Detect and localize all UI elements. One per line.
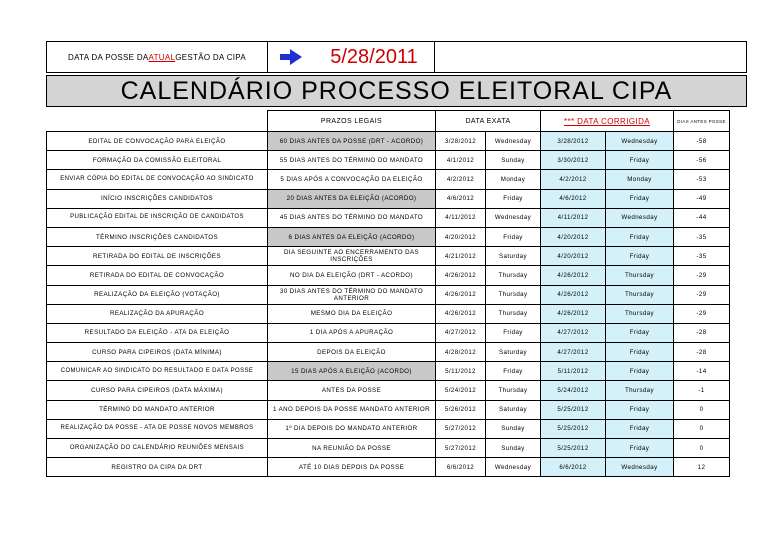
prazo-cell[interactable]: 1 DIA APÓS A APURAÇÃO bbox=[268, 323, 436, 342]
prazo-cell[interactable]: 55 DIAS ANTES DO TÉRMINO DO MANDATO bbox=[268, 151, 436, 170]
date-cell[interactable]: 4/26/2012 bbox=[436, 304, 486, 323]
corrected-date-cell[interactable]: 4/11/2012 bbox=[541, 208, 606, 227]
table-row bbox=[47, 227, 730, 246]
corrected-date-cell[interactable]: 4/20/2012 bbox=[541, 247, 606, 266]
days-cell[interactable]: -56 bbox=[674, 151, 730, 170]
page-title: CALENDÁRIO PROCESSO ELEITORAL CIPA bbox=[46, 75, 747, 107]
weekday-cell[interactable]: Saturday bbox=[486, 343, 541, 362]
days-cell[interactable]: -29 bbox=[674, 285, 730, 304]
days-cell[interactable]: -29 bbox=[674, 266, 730, 285]
weekday-cell[interactable]: Wednesday bbox=[486, 458, 541, 477]
date-cell[interactable]: 5/11/2012 bbox=[436, 362, 486, 381]
event-cell[interactable]: TÉRMINO INSCRIÇÕES CANDIDATOS bbox=[47, 227, 268, 246]
days-cell[interactable]: -53 bbox=[674, 170, 730, 189]
corrected-date-cell[interactable]: 4/27/2012 bbox=[541, 323, 606, 342]
table-row bbox=[47, 189, 730, 208]
corrected-weekday-cell[interactable]: Friday bbox=[606, 362, 674, 381]
weekday-cell[interactable]: Friday bbox=[486, 362, 541, 381]
date-cell[interactable]: 4/21/2012 bbox=[436, 247, 486, 266]
corrected-weekday-cell[interactable]: Friday bbox=[606, 400, 674, 419]
header-data-exata: DATA EXATA bbox=[436, 111, 541, 132]
event-cell[interactable]: INÍCIO INSCRIÇÕES CANDIDATOS bbox=[47, 189, 268, 208]
days-cell[interactable]: -44 bbox=[674, 208, 730, 227]
days-cell[interactable]: 0 bbox=[674, 400, 730, 419]
table-row bbox=[47, 266, 730, 285]
prazo-cell[interactable]: ATÉ 10 DIAS DEPOIS DA POSSE bbox=[268, 458, 436, 477]
event-cell[interactable]: PUBLICAÇÃO EDITAL DE INSCRIÇÃO DE CANDIDATOS bbox=[47, 208, 268, 227]
event-cell[interactable]: EDITAL DE CONVOCAÇÃO PARA ELEIÇÃO bbox=[47, 132, 268, 151]
table-row bbox=[47, 381, 730, 400]
weekday-cell[interactable]: Saturday bbox=[486, 247, 541, 266]
event-cell[interactable]: CURSO PARA CIPEIROS (DATA MÁXIMA) bbox=[47, 381, 268, 400]
corrected-weekday-cell[interactable]: Wednesday bbox=[606, 458, 674, 477]
prazo-cell[interactable]: 5 DIAS APÓS A CONVOCAÇÃO DA ELEIÇÃO bbox=[268, 170, 436, 189]
corrected-weekday-cell[interactable]: Friday bbox=[606, 323, 674, 342]
event-cell[interactable]: RETIRADA DO EDITAL DE INSCRIÇÕES bbox=[47, 247, 268, 266]
weekday-cell[interactable]: Sunday bbox=[486, 151, 541, 170]
date-cell[interactable]: 6/6/2012 bbox=[436, 458, 486, 477]
corrected-date-cell[interactable]: 6/6/2012 bbox=[541, 458, 606, 477]
corrected-date-cell[interactable]: 5/25/2012 bbox=[541, 419, 606, 438]
corrected-date-cell[interactable]: 5/25/2012 bbox=[541, 400, 606, 419]
date-cell[interactable]: 4/6/2012 bbox=[436, 189, 486, 208]
days-cell[interactable]: 0 bbox=[674, 439, 730, 458]
event-cell[interactable]: RESULTADO DA ELEIÇÃO - ATA DA ELEIÇÃO bbox=[47, 323, 268, 342]
date-cell[interactable]: 4/20/2012 bbox=[436, 227, 486, 246]
weekday-cell[interactable]: Thursday bbox=[486, 381, 541, 400]
table-row bbox=[47, 458, 730, 477]
corrected-date-cell[interactable]: 4/27/2012 bbox=[541, 343, 606, 362]
days-cell[interactable]: -1 bbox=[674, 381, 730, 400]
date-cell[interactable]: 5/26/2012 bbox=[436, 400, 486, 419]
event-cell[interactable]: ORGANIZAÇÃO DO CALENDÁRIO REUNIÕES MENSAIS bbox=[47, 439, 268, 458]
prazo-cell[interactable]: 1 ANO DEPOIS DA POSSE MANDATO ANTERIOR bbox=[268, 400, 436, 419]
weekday-cell[interactable]: Saturday bbox=[486, 400, 541, 419]
days-cell[interactable]: -58 bbox=[674, 132, 730, 151]
date-cell[interactable]: 5/27/2012 bbox=[436, 419, 486, 438]
corrected-weekday-cell[interactable]: Thursday bbox=[606, 266, 674, 285]
weekday-cell[interactable]: Wednesday bbox=[486, 132, 541, 151]
prazo-cell[interactable]: NA REUNIÃO DA POSSE bbox=[268, 439, 436, 458]
corrected-weekday-cell[interactable]: Friday bbox=[606, 247, 674, 266]
event-cell[interactable]: REALIZAÇÃO DA APURAÇÃO bbox=[47, 304, 268, 323]
table-row bbox=[47, 151, 730, 170]
weekday-cell[interactable]: Wednesday bbox=[486, 208, 541, 227]
corrected-date-cell[interactable]: 4/26/2012 bbox=[541, 304, 606, 323]
weekday-cell[interactable]: Thursday bbox=[486, 285, 541, 304]
corrected-weekday-cell[interactable]: Friday bbox=[606, 343, 674, 362]
table-row bbox=[47, 304, 730, 323]
weekday-cell[interactable]: Thursday bbox=[486, 304, 541, 323]
prazo-cell[interactable]: 30 DIAS ANTES DO TÉRMINO DO MANDATO ANTERIOR bbox=[268, 285, 436, 304]
event-cell[interactable]: RETIRADA DO EDITAL DE CONVOCAÇÃO bbox=[47, 266, 268, 285]
date-cell[interactable]: 4/26/2012 bbox=[436, 285, 486, 304]
date-cell[interactable]: 4/2/2012 bbox=[436, 170, 486, 189]
table-row bbox=[47, 208, 730, 227]
prazo-cell[interactable]: MESMO DIA DA ELEIÇÃO bbox=[268, 304, 436, 323]
calendar-table bbox=[46, 110, 730, 477]
table-row bbox=[47, 419, 730, 438]
days-cell[interactable]: 12 bbox=[674, 458, 730, 477]
event-cell[interactable]: COMUNICAR AO SINDICATO DO RESULTADO E DATA POSSE bbox=[47, 362, 268, 381]
corrected-date-cell[interactable]: 4/20/2012 bbox=[541, 227, 606, 246]
prazo-cell[interactable]: 1º DIA DEPOIS DO MANDATO ANTERIOR bbox=[268, 419, 436, 438]
corrected-date-cell[interactable]: 4/26/2012 bbox=[541, 266, 606, 285]
corrected-date-cell[interactable]: 4/26/2012 bbox=[541, 285, 606, 304]
date-cell[interactable]: 3/28/2012 bbox=[436, 132, 486, 151]
posse-header bbox=[46, 41, 747, 73]
days-cell[interactable]: -28 bbox=[674, 323, 730, 342]
date-cell[interactable]: 4/1/2012 bbox=[436, 151, 486, 170]
event-cell[interactable]: TÉRMINO DO MANDATO ANTERIOR bbox=[47, 400, 268, 419]
posse-date[interactable]: 5/28/2011 bbox=[314, 42, 435, 72]
corrected-date-cell[interactable]: 4/6/2012 bbox=[541, 189, 606, 208]
event-cell[interactable]: ENVIAR CÓPIA DO EDITAL DE CONVOCAÇÃO AO SINDICATO bbox=[47, 170, 268, 189]
date-cell[interactable]: 4/11/2012 bbox=[436, 208, 486, 227]
prazo-cell[interactable]: 45 DIAS ANTES DO TÉRMINO DO MANDATO bbox=[268, 208, 436, 227]
prazo-cell[interactable]: 15 DIAS APÓS A ELEIÇÃO (ACORDO) bbox=[268, 362, 436, 381]
prazo-cell[interactable]: ANTES DA POSSE bbox=[268, 381, 436, 400]
event-cell[interactable]: FORMAÇÃO DA COMISSÃO ELEITORAL bbox=[47, 151, 268, 170]
table-row bbox=[47, 247, 730, 266]
posse-label bbox=[47, 42, 268, 72]
date-cell[interactable]: 5/24/2012 bbox=[436, 381, 486, 400]
prazo-cell[interactable]: 20 DIAS ANTES DA ELEIÇÃO (ACORDO) bbox=[268, 189, 436, 208]
corrected-weekday-cell[interactable]: Friday bbox=[606, 439, 674, 458]
table-row bbox=[47, 400, 730, 419]
table-row bbox=[47, 170, 730, 189]
weekday-cell[interactable]: Friday bbox=[486, 227, 541, 246]
prazo-cell[interactable]: 60 DIAS ANTES DA POSSE (DRT - ACORDO) bbox=[268, 132, 436, 151]
weekday-cell[interactable]: Sunday bbox=[486, 419, 541, 438]
corrected-weekday-cell[interactable]: Friday bbox=[606, 189, 674, 208]
corrected-date-cell[interactable]: 5/24/2012 bbox=[541, 381, 606, 400]
corrected-date-cell[interactable]: 4/2/2012 bbox=[541, 170, 606, 189]
days-cell[interactable]: -35 bbox=[674, 227, 730, 246]
event-cell[interactable]: REALIZAÇÃO DA POSSE - ATA DE POSSE NOVOS MEMBROS bbox=[47, 419, 268, 438]
corrected-weekday-cell[interactable]: Friday bbox=[606, 227, 674, 246]
corrected-weekday-cell[interactable]: Wednesday bbox=[606, 208, 674, 227]
table-row bbox=[47, 439, 730, 458]
corrected-date-cell[interactable]: 3/30/2012 bbox=[541, 151, 606, 170]
table-row bbox=[47, 362, 730, 381]
days-cell[interactable]: -49 bbox=[674, 189, 730, 208]
weekday-cell[interactable]: Friday bbox=[486, 189, 541, 208]
table-row bbox=[47, 343, 730, 362]
event-cell[interactable]: REGISTRO DA CIPA DA DRT bbox=[47, 458, 268, 477]
date-cell[interactable]: 4/26/2012 bbox=[436, 266, 486, 285]
date-cell[interactable]: 4/27/2012 bbox=[436, 323, 486, 342]
event-cell[interactable]: REALIZAÇÃO DA ELEIÇÃO (VOTAÇÃO) bbox=[47, 285, 268, 304]
corrected-weekday-cell[interactable]: Friday bbox=[606, 419, 674, 438]
header-blank-cell bbox=[47, 111, 268, 132]
prazo-cell[interactable]: DIA SEGUINTE AO ENCERRAMENTO DAS INSCRIÇÕES bbox=[268, 247, 436, 266]
weekday-cell[interactable]: Friday bbox=[486, 323, 541, 342]
date-cell[interactable]: 5/27/2012 bbox=[436, 439, 486, 458]
corrected-weekday-cell[interactable]: Thursday bbox=[606, 285, 674, 304]
right-arrow-icon bbox=[268, 42, 314, 72]
table-row bbox=[47, 285, 730, 304]
posse-label-highlight: ATUAL bbox=[148, 52, 176, 62]
days-cell[interactable]: -29 bbox=[674, 304, 730, 323]
prazo-cell[interactable]: DEPOIS DA ELEIÇÃO bbox=[268, 343, 436, 362]
table-row bbox=[47, 132, 730, 151]
table-header-row bbox=[47, 111, 730, 132]
header-data-corrigida: *** DATA CORRIGIDA bbox=[541, 111, 674, 132]
date-cell[interactable]: 4/28/2012 bbox=[436, 343, 486, 362]
weekday-cell[interactable]: Monday bbox=[486, 170, 541, 189]
corrected-date-cell[interactable]: 5/25/2012 bbox=[541, 439, 606, 458]
weekday-cell[interactable]: Sunday bbox=[486, 439, 541, 458]
event-cell[interactable]: CURSO PARA CIPEIROS (DATA MÍNIMA) bbox=[47, 343, 268, 362]
corrected-weekday-cell[interactable]: Thursday bbox=[606, 381, 674, 400]
corrected-date-cell[interactable]: 5/11/2012 bbox=[541, 362, 606, 381]
days-cell[interactable]: 0 bbox=[674, 419, 730, 438]
header-dias: DIAS ANTES POSSE bbox=[674, 111, 730, 132]
weekday-cell[interactable]: Thursday bbox=[486, 266, 541, 285]
table-row bbox=[47, 323, 730, 342]
corrected-weekday-cell[interactable]: Thursday bbox=[606, 304, 674, 323]
posse-label-prefix: DATA DA POSSE DA bbox=[68, 52, 149, 62]
corrected-weekday-cell[interactable]: Wednesday bbox=[606, 132, 674, 151]
posse-label-suffix: GESTÃO DA CIPA bbox=[175, 52, 246, 62]
header-prazos: PRAZOS LEGAIS bbox=[268, 111, 436, 132]
days-cell[interactable]: -14 bbox=[674, 362, 730, 381]
corrected-weekday-cell[interactable]: Monday bbox=[606, 170, 674, 189]
prazo-cell[interactable]: NO DIA DA ELEIÇÃO (DRT - ACORDO) bbox=[268, 266, 436, 285]
prazo-cell[interactable]: 6 DIAS ANTES DA ELEIÇÃO (ACORDO) bbox=[268, 227, 436, 246]
days-cell[interactable]: -35 bbox=[674, 247, 730, 266]
corrected-weekday-cell[interactable]: Friday bbox=[606, 151, 674, 170]
corrected-date-cell[interactable]: 3/28/2012 bbox=[541, 132, 606, 151]
days-cell[interactable]: -28 bbox=[674, 343, 730, 362]
